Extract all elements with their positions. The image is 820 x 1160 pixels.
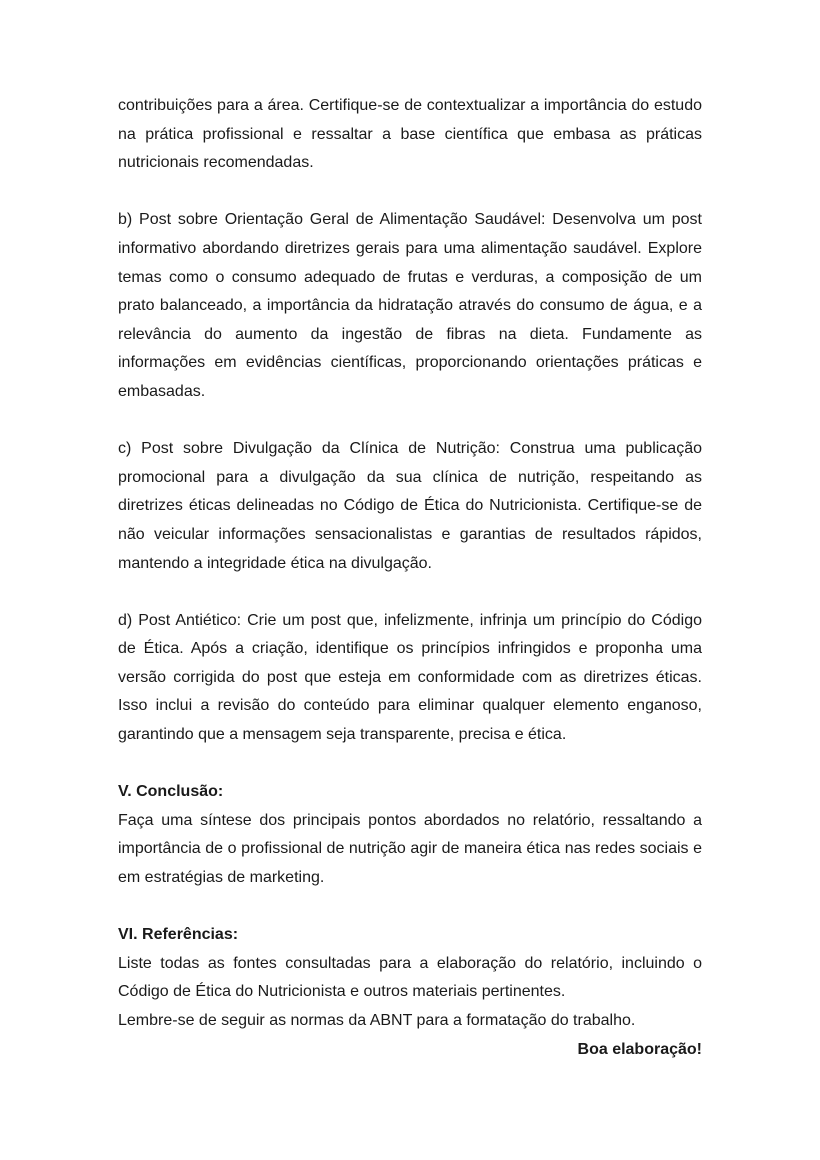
closing-remark: Boa elaboração!	[577, 1040, 702, 1058]
paragraph-spacer	[118, 893, 702, 922]
paragraph-spacer	[118, 578, 702, 607]
abnt-note: Lembre-se de seguir as normas da ABNT para a formatação do trabalho.	[118, 1012, 636, 1029]
references-paragraph: Liste todas as fontes consultadas para a elaboração do relatório, incluindo o Código de Ética do Nutricionista e outros materiais pertinentes.	[118, 954, 702, 1001]
paragraph-spacer	[118, 407, 702, 436]
item-c-paragraph: c) Post sobre Divulgação da Clínica de Nutrição: Construa uma publicação promocional para a divulgação da sua clínica de nutrição, respeitando as diretrizes éticas delineadas no Código de Ética do Nutricionista. Certifique-se de não veicular informações sensacionalistas e garantias de resultados rápidos, mantendo a integridade ética na divulgação.	[118, 440, 702, 572]
paragraph-spacer	[118, 178, 702, 207]
references-heading: VI. Referências:	[118, 926, 239, 944]
paragraph-spacer	[118, 750, 702, 779]
intro-continuation-paragraph: contribuições para a área. Certifique-se de contextualizar a importância do estudo na prática profissional e ressaltar a base científica que embasa as práticas nutricionais recomendadas.	[118, 97, 702, 172]
item-d-paragraph: d) Post Antiético: Crie um post que, infelizmente, infrinja um princípio do Código de Ética. Após a criação, identifique os princípios infringidos e proponha uma versão corrigida do post que esteja em conformidade com as diretrizes éticas. Isso inclui a revisão do conteúdo para eliminar qualquer elemento enganoso, garantindo que a mensagem seja transparente, precisa e ética.	[118, 611, 702, 744]
item-b-paragraph: b) Post sobre Orientação Geral de Alimentação Saudável: Desenvolva um post informativo abordando diretrizes gerais para uma alimentação saudável. Explore temas como o consumo adequado de frutas e verduras, a composição de um prato balanceado, a importância da hidratação através do consumo de água, e a relevância do aumento da ingestão de fibras na dieta. Fundamente as informações em evidências científicas, proporcionando orientações práticas e embasadas.	[118, 211, 702, 400]
conclusion-heading: V. Conclusão:	[118, 783, 224, 801]
conclusion-paragraph: Faça uma síntese dos principais pontos abordados no relatório, ressaltando a importância de o profissional de nutrição agir de maneira ética nas redes sociais e em estratégias de marketing.	[118, 811, 702, 887]
document-page	[118, 92, 702, 1064]
